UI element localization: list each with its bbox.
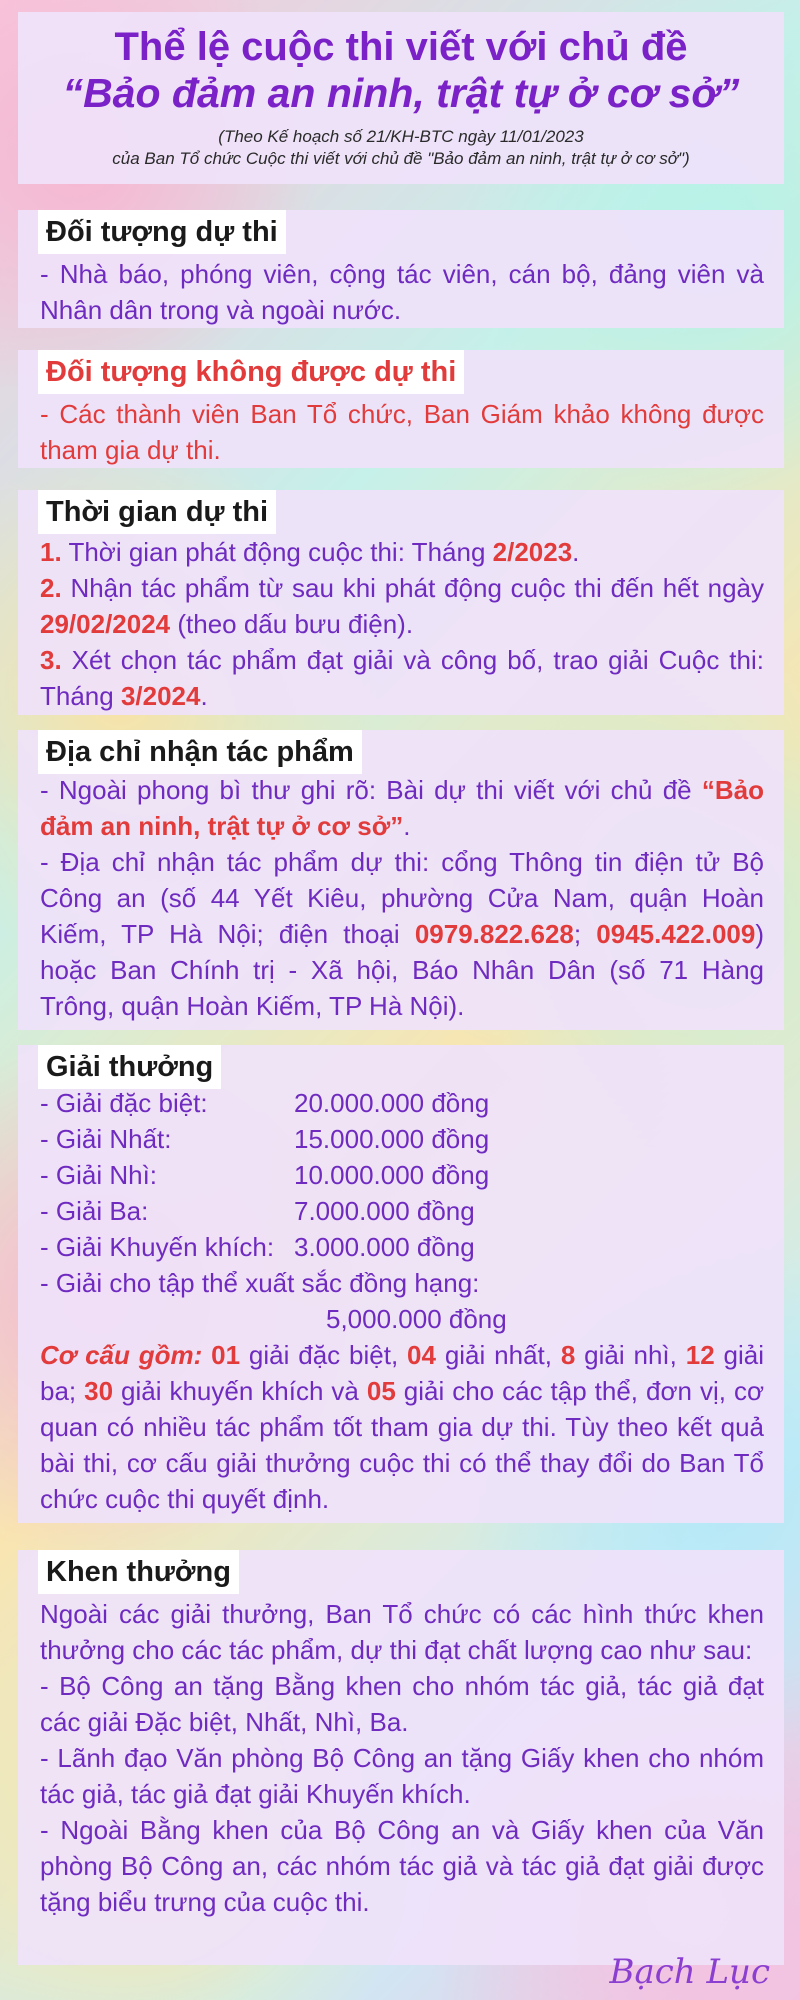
section-heading-participants: Đối tượng dự thi xyxy=(38,210,286,254)
rewards-paragraph-2: - Bộ Công an tặng Bằng khen cho nhóm tác giả, tác giả đạt các giải Đặc biệt, Nhất, Nhì, Ba. xyxy=(40,1671,764,1737)
prize-row xyxy=(40,1157,764,1193)
excluded-paragraph: - Các thành viên Ban Tổ chức, Ban Giám khảo không được tham gia dự thi. xyxy=(40,399,764,465)
prize-value: 20.000.000 đồng xyxy=(294,1088,490,1118)
participants-paragraph: - Nhà báo, phóng viên, cộng tác viên, cán bộ, đảng viên và Nhân dân trong và ngoài nước. xyxy=(40,259,764,325)
page-title-line2: “Bảo đảm an ninh, trật tự ở cơ sở” xyxy=(62,70,740,116)
prize-list xyxy=(40,1085,764,1265)
address-text xyxy=(40,772,764,1024)
prize-label: - Giải Khuyến khích: xyxy=(40,1232,275,1262)
prize-label: - Giải Ba: xyxy=(40,1196,149,1226)
section-rewards xyxy=(18,1550,784,1965)
participants-text xyxy=(40,256,764,328)
source-note xyxy=(18,126,784,170)
prize-value: 15.000.000 đồng xyxy=(294,1124,490,1154)
prize-label: - Giải Nhì: xyxy=(40,1160,158,1190)
excluded-text xyxy=(40,396,764,468)
prize-row xyxy=(40,1193,764,1229)
prize-label: - Giải Nhất: xyxy=(40,1124,172,1154)
rewards-paragraph-4: - Ngoài Bằng khen của Bộ Công an và Giấy khen của Văn phòng Bộ Công an, các nhóm tác giả và tác giả đạt giải được tặng biểu trưng của cuộc thi. xyxy=(40,1815,764,1917)
section-heading-prizes: Giải thưởng xyxy=(38,1045,221,1089)
prize-collective-value: 5,000.000 đồng xyxy=(326,1304,507,1334)
section-heading-timeline: Thời gian dự thi xyxy=(38,490,276,534)
prize-row xyxy=(40,1121,764,1157)
prize-structure: Cơ cấu gồm: 01 giải đặc biệt, 04 giải nhất, 8 giải nhì, 12 giải ba; 30 giải khuyến khích và 05 giải cho các tập thể, đơn vị, cơ quan có nhiều tác phẩm tốt tham gia dự thi. Tùy theo kết quả bài thi, cơ cấu giải thưởng cuộc thi có thể thay đổi do Ban Tổ chức cuộc thi quyết định. xyxy=(40,1340,764,1514)
phone-number-2: 0945.422.009 xyxy=(596,919,756,949)
timeline-item-2: 2. Nhận tác phẩm từ sau khi phát động cuộc thi đến hết ngày 29/02/2024 (theo dấu bưu điện). xyxy=(40,573,764,639)
prize-row xyxy=(40,1229,764,1265)
timeline-list xyxy=(40,534,764,714)
section-timeline xyxy=(18,490,784,715)
prize-label: - Giải đặc biệt: xyxy=(40,1088,208,1118)
prize-value: 3.000.000 đồng xyxy=(294,1232,475,1262)
prizes-text xyxy=(40,1085,764,1517)
rewards-paragraph-1: Ngoài các giải thưởng, Ban Tổ chức có các hình thức khen thưởng cho các tác phẩm, dự thi đạt chất lượng cao như sau: xyxy=(40,1599,764,1665)
page-title-line1: Thể lệ cuộc thi viết với chủ đề xyxy=(114,25,688,69)
author-signature: Bạch Lục xyxy=(609,1952,770,1992)
section-prizes xyxy=(18,1045,784,1523)
prize-value: 7.000.000 đồng xyxy=(294,1196,475,1226)
timeline-item-1: 1. Thời gian phát động cuộc thi: Tháng 2/2023. xyxy=(40,537,580,567)
address-paragraph-1: - Ngoài phong bì thư ghi rõ: Bài dự thi viết với chủ đề “Bảo đảm an ninh, trật tự ở cơ sở”. xyxy=(40,775,764,841)
section-heading-rewards: Khen thưởng xyxy=(38,1550,239,1594)
prize-row xyxy=(40,1085,764,1121)
rewards-paragraph-3: - Lãnh đạo Văn phòng Bộ Công an tặng Giấy khen cho nhóm tác giả, tác giả đạt giải Khuyến khích. xyxy=(40,1743,764,1809)
rewards-text xyxy=(40,1596,764,1920)
prize-value: 10.000.000 đồng xyxy=(294,1160,490,1190)
source-note-line2: của Ban Tổ chức Cuộc thi viết với chủ đề "Bảo đảm an ninh, trật tự ở cơ sở") xyxy=(112,149,690,168)
phone-number-1: 0979.822.628 xyxy=(414,919,574,949)
section-excluded xyxy=(18,350,784,468)
prize-collective-label: - Giải cho tập thể xuất sắc đồng hạng: xyxy=(40,1268,480,1298)
section-heading-address: Địa chỉ nhận tác phẩm xyxy=(38,730,362,774)
section-address xyxy=(18,730,784,1030)
section-participants xyxy=(18,210,784,328)
title-box xyxy=(18,12,784,184)
timeline-item-3: 3. Xét chọn tác phẩm đạt giải và công bố, trao giải Cuộc thi: Tháng 3/2024. xyxy=(40,645,764,711)
source-note-line1: (Theo Kế hoạch số 21/KH-BTC ngày 11/01/2023 xyxy=(218,127,584,146)
section-heading-excluded: Đối tượng không được dự thi xyxy=(38,350,464,394)
address-paragraph-2: - Địa chỉ nhận tác phẩm dự thi: cổng Thông tin điện tử Bộ Công an (số 44 Yết Kiêu, phường Cửa Nam, quận Hoàn Kiếm, TP Hà Nội; điện thoại 0979.822.628; 0945.422.009) hoặc Ban Chính trị - Xã hội, Báo Nhân Dân (số 71 Hàng Trông, quận Hoàn Kiếm, TP Hà Nội). xyxy=(40,847,764,1021)
